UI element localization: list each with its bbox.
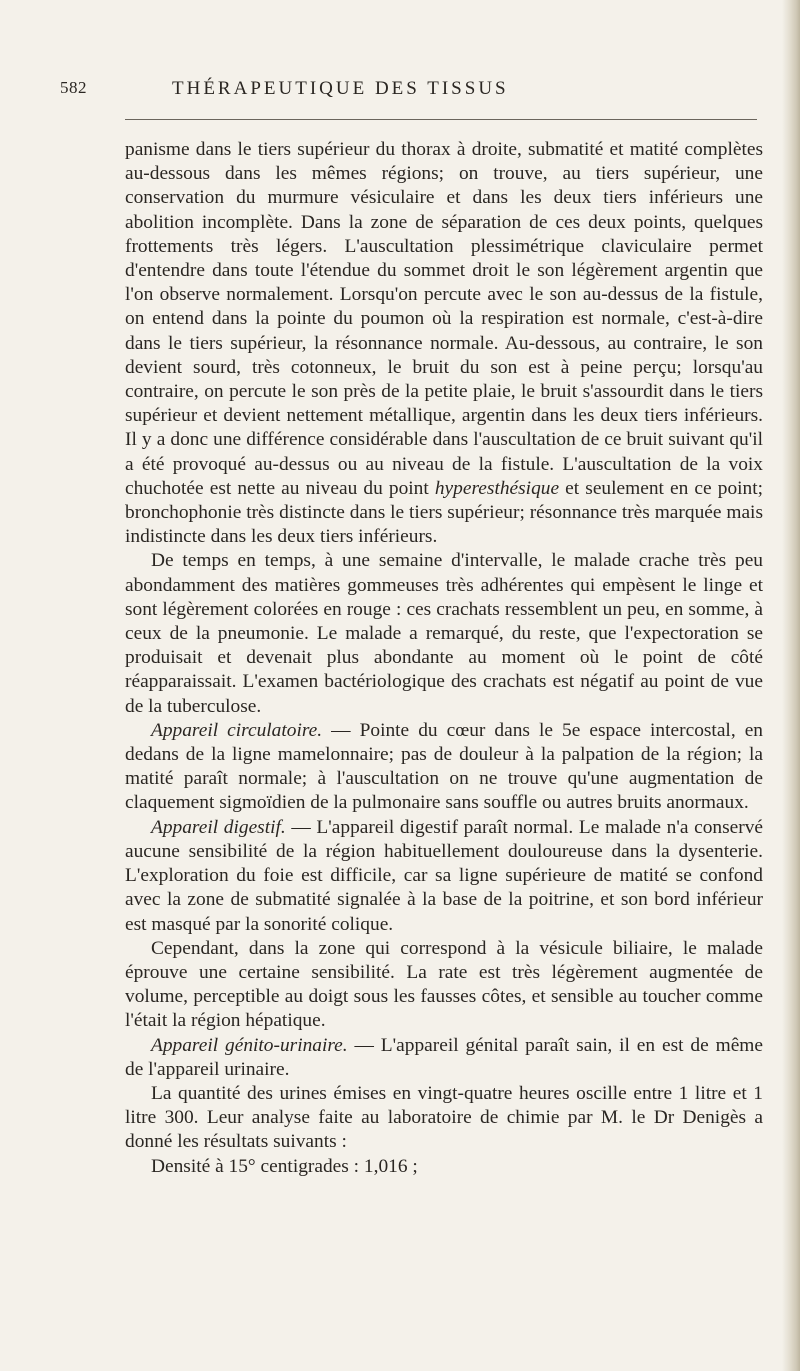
paragraph-4: Appareil digestif. — L'appareil digestif paraît normal. Le malade n'a conservé aucune sensibilité de la région habituellement douloureuse dans la dysenterie. L'exploration du foie est difficile, car sa ligne supérieure de matité se confond avec la zone de submatité signalée à la base de la poitrine, et son bord inférieur est masqué par la sonorité colique.	[125, 816, 763, 935]
paragraph-5: Cependant, dans la zone qui correspond à la vésicule biliaire, le malade éprouve une certaine sensibilité. La rate est très légèrement augmentée de volume, perceptible au doigt sous les fausses côtes, et sensible au toucher comme l'était la région hépatique.	[125, 937, 763, 1032]
italic-term: hyperesthésique	[434, 477, 560, 499]
page-edge-shadow	[782, 0, 800, 1371]
paragraph-3: Appareil circulatoire. — Pointe du cœur dans le 5e espace intercostal, en dedans de la ligne mamelonnaire; pas de douleur à la palpation de la région; la matité paraît normale; à l'auscultation on ne trouve qu'une augmentation de claquement sigmoïdien de la pulmonaire sans souffle ou autres bruits anormaux.	[125, 719, 763, 814]
section-heading-digestif: Appareil digestif.	[151, 816, 286, 838]
paragraph-8: Densité à 15° centigrades : 1,016 ;	[151, 1155, 418, 1177]
page-number: 582	[60, 78, 87, 97]
paragraph-2: De temps en temps, à une semaine d'intervalle, le malade crache très peu abondamment des matières gommeuses très adhérentes qui empèsent le linge et sont légèrement colorées en rouge : ces crachats ressemblent un peu, en somme, à ceux de la pneumonie. Le malade a remarqué, du reste, que l'expectoration se produisait et devenait plus abondante au moment où le point de côté réapparaissait. L'examen bactériologique des crachats est négatif au point de vue de la tuberculose.	[125, 550, 763, 717]
paragraph-7: La quantité des urines émises en vingt-quatre heures oscille entre 1 litre et 1 litre 300. Leur analyse faite au laboratoire de chimie par M. le Dr Denigès a donné les résultats suivants :	[125, 1082, 763, 1153]
section-heading-circulatoire: Appareil circulatoire.	[151, 719, 323, 741]
paragraph-6: Appareil génito-urinaire. — L'appareil génital paraît sain, il en est de même de l'appareil urinaire.	[125, 1034, 763, 1080]
page-header	[60, 78, 760, 112]
header-rule	[125, 119, 757, 120]
section-heading-genito-urinaire: Appareil génito-urinaire.	[151, 1034, 348, 1056]
paragraph-1: panisme dans le tiers supérieur du thorax à droite, submatité et matité complètes au-dessous dans les mêmes régions; on trouve, au tiers supérieur, une conservation du murmure vésiculaire et dans les deux tiers inférieurs une abolition incomplète. Dans la zone de séparation de ces deux points, quelques frottements très légers. L'auscultation plessimétrique claviculaire permet d'entendre dans toute l'étendue du sommet droit le son légèrement argentin que l'on observe normalement. Lorsqu'on percute avec le son au-dessus de la fistule, on entend dans la pointe du poumon où la respiration est normale, c'est-à-dire dans le tiers supérieur, la résonnance normale. Au-dessous, au contraire, le son devient sourd, très cotonneux, le bruit du son est à peine perçu; lorsqu'au contraire, on percute le son près de la petite plaie, le bruit s'assourdit dans le tiers supérieur et devient nettement métallique, argentin dans les deux tiers inférieurs. Il y a donc une différence considérable dans l'auscultation de ce bruit suivant qu'il a été provoqué au-dessus ou au niveau de la fistule. L'auscultation de la voix chuchotée est nette au niveau du point hyperesthésique et seulement en ce point; bronchophonie très distincte dans le tiers supérieur; résonnance très marquée mais indistincte dans les deux tiers inférieurs.	[125, 139, 763, 548]
running-title: THÉRAPEUTIQUE DES TISSUS	[172, 78, 509, 99]
body-text	[125, 138, 763, 1179]
